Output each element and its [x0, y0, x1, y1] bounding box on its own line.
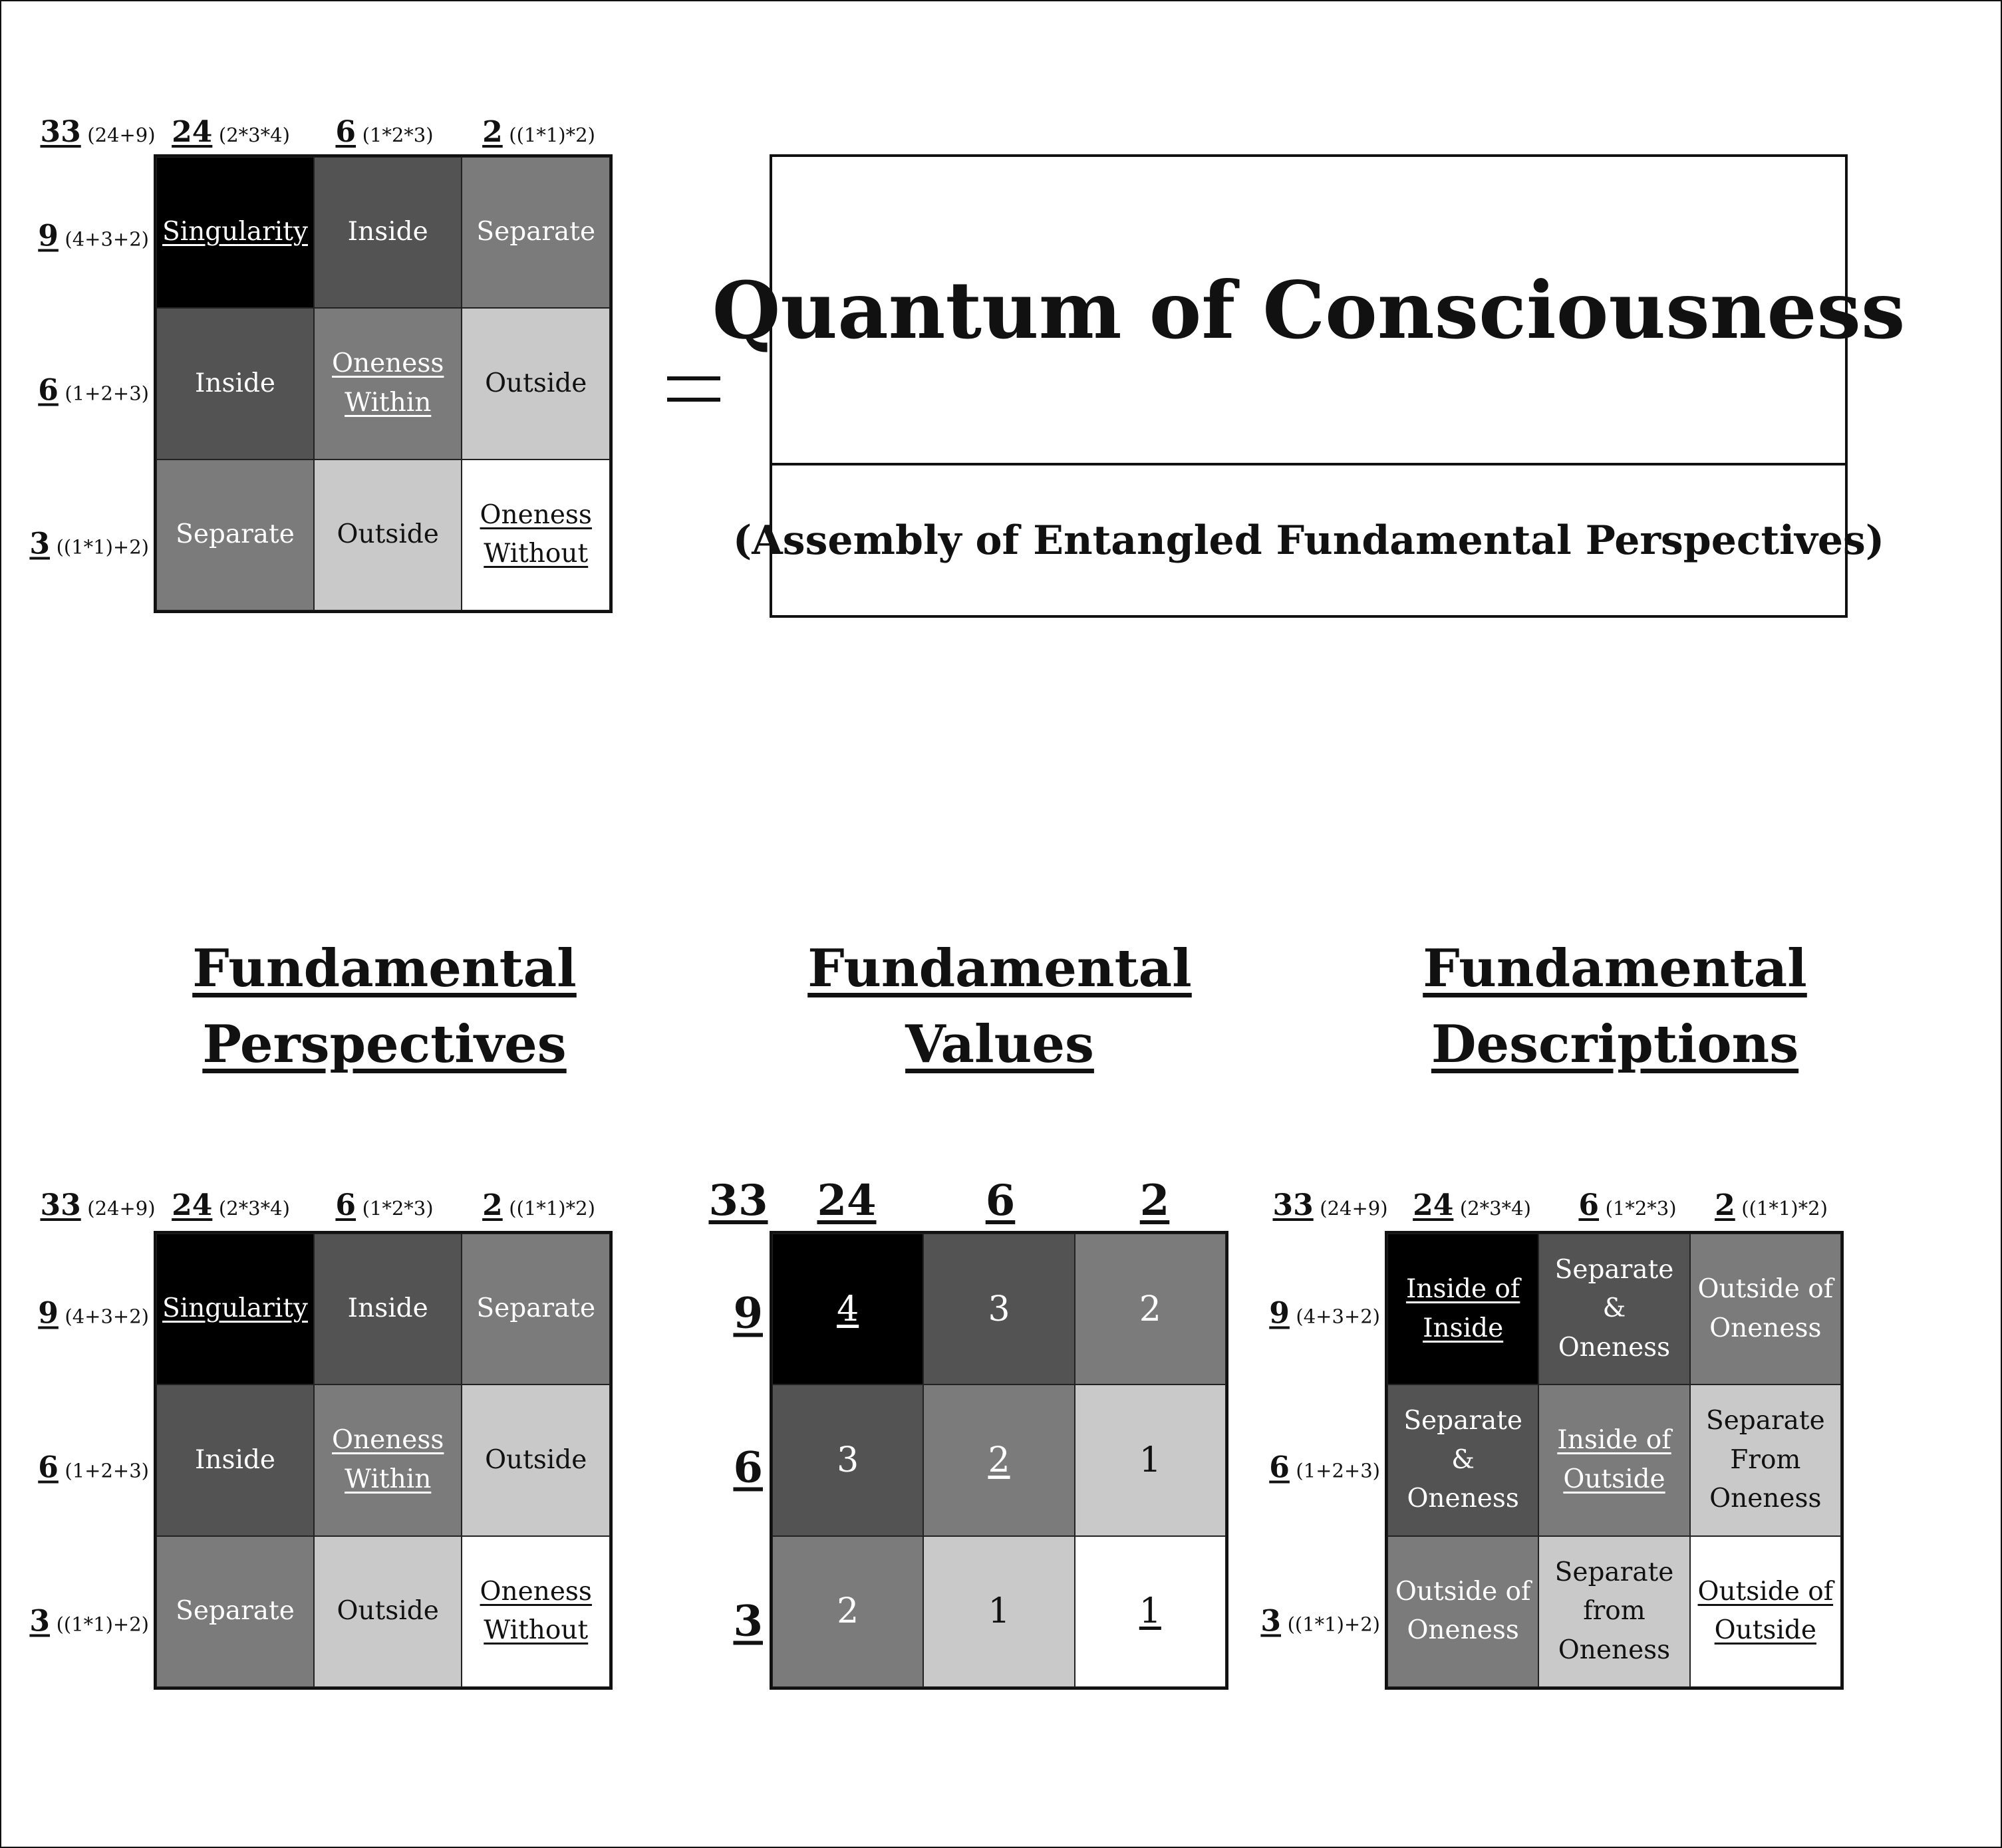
values-row-header-9: 9	[733, 1288, 763, 1339]
cell-oneness-without: Oneness Without	[462, 460, 610, 610]
row-header-9: 9 (4+3+2)	[38, 1296, 149, 1331]
section-title-values: Fundamental Values	[807, 938, 1192, 1075]
cell-inside: Inside	[314, 157, 462, 308]
value-cell: 1	[923, 1536, 1074, 1687]
col-header-6: 6 (1*2*3)	[335, 1188, 434, 1222]
cell-inside: Inside	[156, 1385, 314, 1535]
values-col-header-2: 2	[1139, 1176, 1170, 1226]
section-title-perspectives: Fundamental Perspectives	[192, 938, 577, 1075]
desc-cell-outside-of-outside: Outside of Outside	[1690, 1536, 1841, 1687]
values-grid	[770, 1231, 1228, 1690]
col-header-2: 2 ((1*1)*2)	[482, 1188, 595, 1222]
value-cell: 2	[772, 1536, 923, 1687]
desc-cell-outside-of-oneness: Outside of Oneness	[1690, 1234, 1841, 1385]
equals-sign	[667, 376, 720, 419]
col-header-24: 24 (2*3*4)	[172, 1188, 290, 1222]
desc-cell-separate-from-oneness: Separate From Oneness	[1690, 1385, 1841, 1535]
cell-oneness-within: Oneness Within	[314, 1385, 462, 1535]
desc-cell-separate-from-oneness: Separate from Oneness	[1538, 1536, 1689, 1687]
row-header-9: 9 (4+3+2)	[38, 219, 149, 253]
col-header-2: 2 ((1*1)*2)	[1715, 1188, 1828, 1222]
values-col-header-24: 24	[817, 1176, 877, 1226]
value-cell: 4	[772, 1234, 923, 1385]
col-header-6: 6 (1*2*3)	[335, 115, 434, 149]
col-header-33: 33 (24+9)	[40, 1188, 156, 1222]
cell-inside: Inside	[156, 308, 314, 459]
values-col-header-6: 6	[985, 1176, 1016, 1226]
desc-cell-inside-of-outside: Inside of Outside	[1538, 1385, 1689, 1535]
values-col-header-33: 33	[708, 1176, 768, 1226]
cell-inside: Inside	[314, 1234, 462, 1385]
cell-outside: Outside	[314, 460, 462, 610]
col-header-33: 33 (24+9)	[1272, 1188, 1388, 1222]
cell-separate: Separate	[156, 460, 314, 610]
values-row-header-3: 3	[733, 1596, 763, 1647]
desc-cell-outside-of-oneness: Outside of Oneness	[1387, 1536, 1538, 1687]
cell-outside: Outside	[314, 1536, 462, 1687]
cell-separate: Separate	[156, 1536, 314, 1687]
col-header-24: 24 (2*3*4)	[172, 115, 290, 149]
row-header-6: 6 (1+2+3)	[1269, 1450, 1380, 1485]
row-header-3: 3 ((1*1)+2)	[29, 527, 149, 561]
cell-oneness-within: Oneness Within	[314, 308, 462, 459]
value-cell: 3	[772, 1385, 923, 1535]
row-header-3: 3 ((1*1)+2)	[29, 1604, 149, 1639]
col-header-6: 6 (1*2*3)	[1578, 1188, 1677, 1222]
row-header-6: 6 (1+2+3)	[38, 1450, 149, 1485]
cell-outside: Outside	[462, 1385, 610, 1535]
quantum-box	[712, 154, 1906, 618]
cell-singularity: Singularity	[156, 1234, 314, 1385]
top-perspectives-grid	[154, 154, 613, 613]
cell-singularity: Singularity	[156, 157, 314, 308]
desc-cell-separate-oneness: Separate & Oneness	[1387, 1385, 1538, 1535]
desc-cell-inside-of-inside: Inside of Inside	[1387, 1234, 1538, 1385]
value-cell: 2	[923, 1385, 1074, 1535]
values-row-header-6: 6	[733, 1442, 763, 1493]
desc-cell-separate-oneness: Separate & Oneness	[1538, 1234, 1689, 1385]
value-cell: 1	[1075, 1536, 1226, 1687]
cell-oneness-without: Oneness Without	[462, 1536, 610, 1687]
section-title-descriptions: Fundamental Descriptions	[1423, 938, 1807, 1075]
value-cell: 2	[1075, 1234, 1226, 1385]
cell-outside: Outside	[462, 308, 610, 459]
row-header-6: 6 (1+2+3)	[38, 373, 149, 408]
row-header-9: 9 (4+3+2)	[1269, 1296, 1380, 1331]
quantum-subtitle: (Assembly of Entangled Fundamental Perspectives)	[732, 517, 1885, 564]
cell-separate: Separate	[462, 157, 610, 308]
perspectives-grid	[154, 1231, 613, 1690]
col-header-2: 2 ((1*1)*2)	[482, 115, 595, 149]
col-header-33: 33 (24+9)	[40, 115, 156, 149]
value-cell: 1	[1075, 1385, 1226, 1535]
value-cell: 3	[923, 1234, 1074, 1385]
col-header-24: 24 (2*3*4)	[1413, 1188, 1531, 1222]
quantum-title: Quantum of Consciousness	[712, 263, 1906, 356]
descriptions-grid	[1385, 1231, 1844, 1690]
row-header-3: 3 ((1*1)+2)	[1260, 1604, 1380, 1639]
cell-separate: Separate	[462, 1234, 610, 1385]
